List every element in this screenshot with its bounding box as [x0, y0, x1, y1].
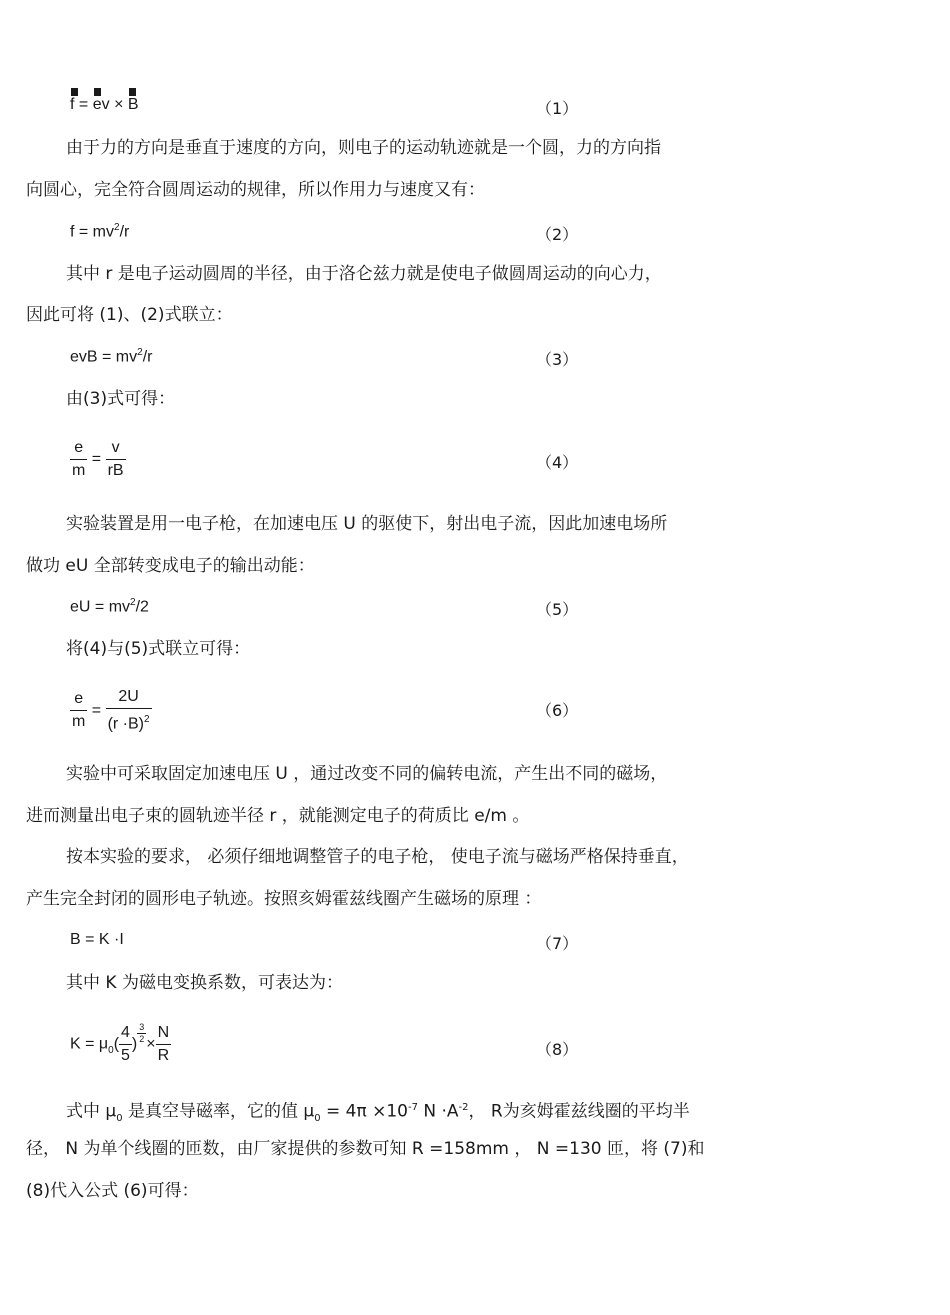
- eq2-text: f = mv: [70, 223, 115, 241]
- paragraph-6b: 进而测量出电子束的圆轨迹半径 r ，就能测定电子的荷质比 e/m 。: [26, 806, 530, 826]
- eq6-rhs-sup: 2: [144, 714, 150, 725]
- eq4-lhs-bottom: m: [72, 462, 86, 479]
- eq6-rhs-top: 2U: [106, 686, 152, 709]
- eq1-equals: =: [78, 96, 89, 113]
- eq1-b: B: [127, 96, 139, 113]
- paragraph-9c: (8)代入公式 (6)可得：: [26, 1181, 199, 1201]
- eq8-frac-top: 4: [119, 1022, 132, 1045]
- eq8-times: ×: [146, 1035, 156, 1053]
- equation-8: [70, 1022, 171, 1067]
- equation-4: [70, 437, 126, 482]
- eq8-mu-sub: 0: [108, 1044, 114, 1056]
- eq6-rhs-fraction: [106, 686, 152, 735]
- paragraph-6a: 实验中可采取固定加速电压 U ，通过改变不同的偏转电流，产生出不同的磁场，: [66, 764, 668, 784]
- eq6-lhs-fraction: [70, 688, 87, 733]
- eq2-sup: 2: [114, 222, 120, 233]
- paragraph-9a: [66, 1098, 690, 1129]
- p9-unit: N ·A: [417, 1101, 459, 1122]
- eq8-n: N: [156, 1022, 172, 1045]
- paragraph-5: 将(4)与(5)式联立可得：: [66, 639, 251, 659]
- eq8-close-paren: ): [131, 1035, 138, 1053]
- paragraph-1b: 向圆心，完全符合圆周运动的规律，所以作用力与速度又有：: [26, 180, 485, 200]
- paragraph-4a: 实验装置是用一电子枪，在加速电压 U 的驱使下，射出电子流，因此加速电场所: [66, 514, 668, 534]
- eq3-number: （3）: [536, 350, 579, 369]
- eq3-sup: 2: [137, 347, 143, 358]
- eq2-rest: /r: [119, 223, 130, 241]
- eq6-rhs-bottom-wrap: [106, 709, 152, 735]
- eq4-equals: =: [91, 450, 102, 468]
- eq4-lhs-top: e: [70, 437, 87, 460]
- paragraph-4b: 做功 eU 全部转变成电子的输出动能：: [26, 556, 315, 576]
- equation-1: [70, 96, 139, 114]
- p9-sub2: 0: [314, 1113, 321, 1125]
- eq8-number: （8）: [536, 1040, 579, 1059]
- eq5-number: （5）: [536, 600, 579, 619]
- eq4-rhs-bottom: rB: [107, 462, 124, 479]
- equation-7: B = K ·I: [70, 931, 124, 948]
- paragraph-3: 由(3)式可得：: [66, 389, 176, 409]
- p9-sub: 0: [116, 1113, 123, 1125]
- p9-pre: 式中 μ: [66, 1101, 117, 1122]
- eq8-r: R: [157, 1047, 170, 1064]
- eq8-exp-top: 3: [139, 1022, 145, 1032]
- eq3-rest: /r: [142, 348, 153, 366]
- equation-6: [70, 686, 152, 735]
- paragraph-7b: 产生完全封闭的圆形电子轨迹。按照亥姆霍兹线圈产生磁场的原理 ：: [26, 889, 542, 909]
- paragraph-8: 其中 K 为磁电变换系数，可表达为：: [66, 973, 343, 993]
- eq8-frac-bottom: 5: [121, 1047, 130, 1064]
- eq1-f: f: [70, 96, 75, 113]
- eq5-sup: 2: [130, 597, 136, 608]
- eq6-lhs-bottom: m: [72, 713, 86, 731]
- eq8-open-paren: (: [113, 1035, 120, 1053]
- eq8-fraction-n-r: [156, 1022, 172, 1067]
- eq8-exp-bottom: 2: [139, 1034, 145, 1044]
- eq6-rhs-bottom: (r ·B): [107, 715, 145, 733]
- eq1-times: ×: [114, 96, 124, 113]
- eq6-equals: =: [91, 701, 102, 719]
- eq4-rhs-top: v: [106, 437, 126, 460]
- equation-2: [70, 222, 129, 241]
- eq8-lhs: K = μ: [70, 1035, 109, 1053]
- eq7-number: （7）: [536, 934, 579, 953]
- eq8-fraction-4-5: [119, 1022, 132, 1067]
- p9-post: ， R为亥姆霍兹线圈的平均半: [468, 1101, 690, 1122]
- eq4-rhs-fraction: [106, 437, 126, 482]
- p9-val: = 4π ×10: [320, 1101, 408, 1122]
- p9-exp2: -2: [458, 1102, 469, 1113]
- eq6-lhs-top: e: [70, 688, 87, 711]
- equation-3: [70, 347, 152, 366]
- paragraph-2b: 因此可将 (1)、(2)式联立：: [26, 305, 233, 325]
- eq4-number: （4）: [536, 453, 579, 472]
- eq8-exponent: [137, 1022, 146, 1045]
- paragraph-2a: 其中 r 是电子运动圆周的半径，由于洛仑兹力就是使电子做圆周运动的向心力，: [66, 264, 662, 284]
- eq2-number: （2）: [536, 225, 579, 244]
- paragraph-1a: 由于力的方向是垂直于速度的方向，则电子的运动轨迹就是一个圆，力的方向指: [66, 138, 661, 158]
- eq4-lhs-fraction: [70, 437, 87, 482]
- paragraph-7a: 按本实验的要求， 必须仔细地调整管子的电子枪， 使电子流与磁场严格保持垂直，: [66, 847, 689, 867]
- p9-exp: -7: [408, 1102, 418, 1113]
- eq6-number: （6）: [536, 701, 579, 720]
- eq5-text: eU = mv: [70, 598, 131, 616]
- eq1-ev: ev: [92, 96, 110, 113]
- equation-5: [70, 597, 149, 616]
- eq5-rest: /2: [135, 598, 149, 616]
- eq3-text: evB = mv: [70, 348, 138, 366]
- p9-mid: 是真空导磁率，它的值 μ: [122, 1101, 315, 1122]
- paragraph-9b: 径， N 为单个线圈的匝数，由厂家提供的参数可知 R =158mm ， N =130 匝，将 (7)和: [26, 1139, 705, 1159]
- eq1-number: （1）: [536, 99, 579, 118]
